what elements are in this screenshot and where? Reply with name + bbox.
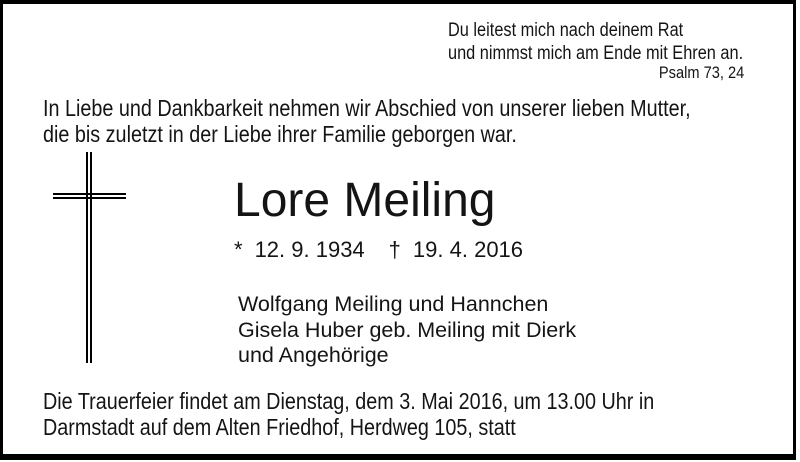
cross-horizontal-line-lower — [53, 197, 126, 199]
intro-paragraph — [43, 95, 691, 147]
died-symbol: † — [388, 237, 401, 262]
funeral-line1: Die Trauerfeier findet am Dienstag, dem 3. Mai 2016, um 13.00 Uhr in — [43, 388, 655, 414]
cross-vertical-line-inner — [90, 152, 92, 363]
born-symbol: * — [234, 237, 243, 262]
scripture-quote — [448, 19, 743, 65]
life-dates — [234, 237, 523, 263]
mourners-line3: und Angehörige — [238, 343, 389, 367]
birth-date: 12. 9. 1934 — [254, 237, 365, 262]
funeral-line2: Darmstadt auf dem Alten Friedhof, Herdweg 105, statt — [43, 414, 516, 440]
mourners-line1: Wolfgang Meiling und Hannchen — [238, 292, 549, 316]
scripture-quote-line1: Du leitest mich nach deinem Rat — [448, 20, 684, 41]
cross-vertical-line-outer — [86, 152, 88, 363]
cross-horizontal-line-upper — [53, 193, 126, 195]
intro-line1: In Liebe und Dankbarkeit nehmen wir Abschied von unserer lieben Mutter, — [43, 95, 691, 121]
death-date: 19. 4. 2016 — [412, 237, 524, 262]
intro-line2: die bis zuletzt in der Liebe ihrer Familie geborgen war. — [43, 121, 517, 147]
funeral-announcement — [43, 388, 654, 440]
scripture-quote-line2: und nimmst mich am Ende mit Ehren an. — [448, 43, 744, 64]
scripture-attribution: Psalm 73, 24 — [658, 63, 744, 82]
deceased-name: Lore Meiling — [234, 174, 496, 227]
mourners-list — [238, 292, 576, 369]
mourners-line2: Gisela Huber geb. Meiling mit Dierk — [238, 317, 577, 342]
